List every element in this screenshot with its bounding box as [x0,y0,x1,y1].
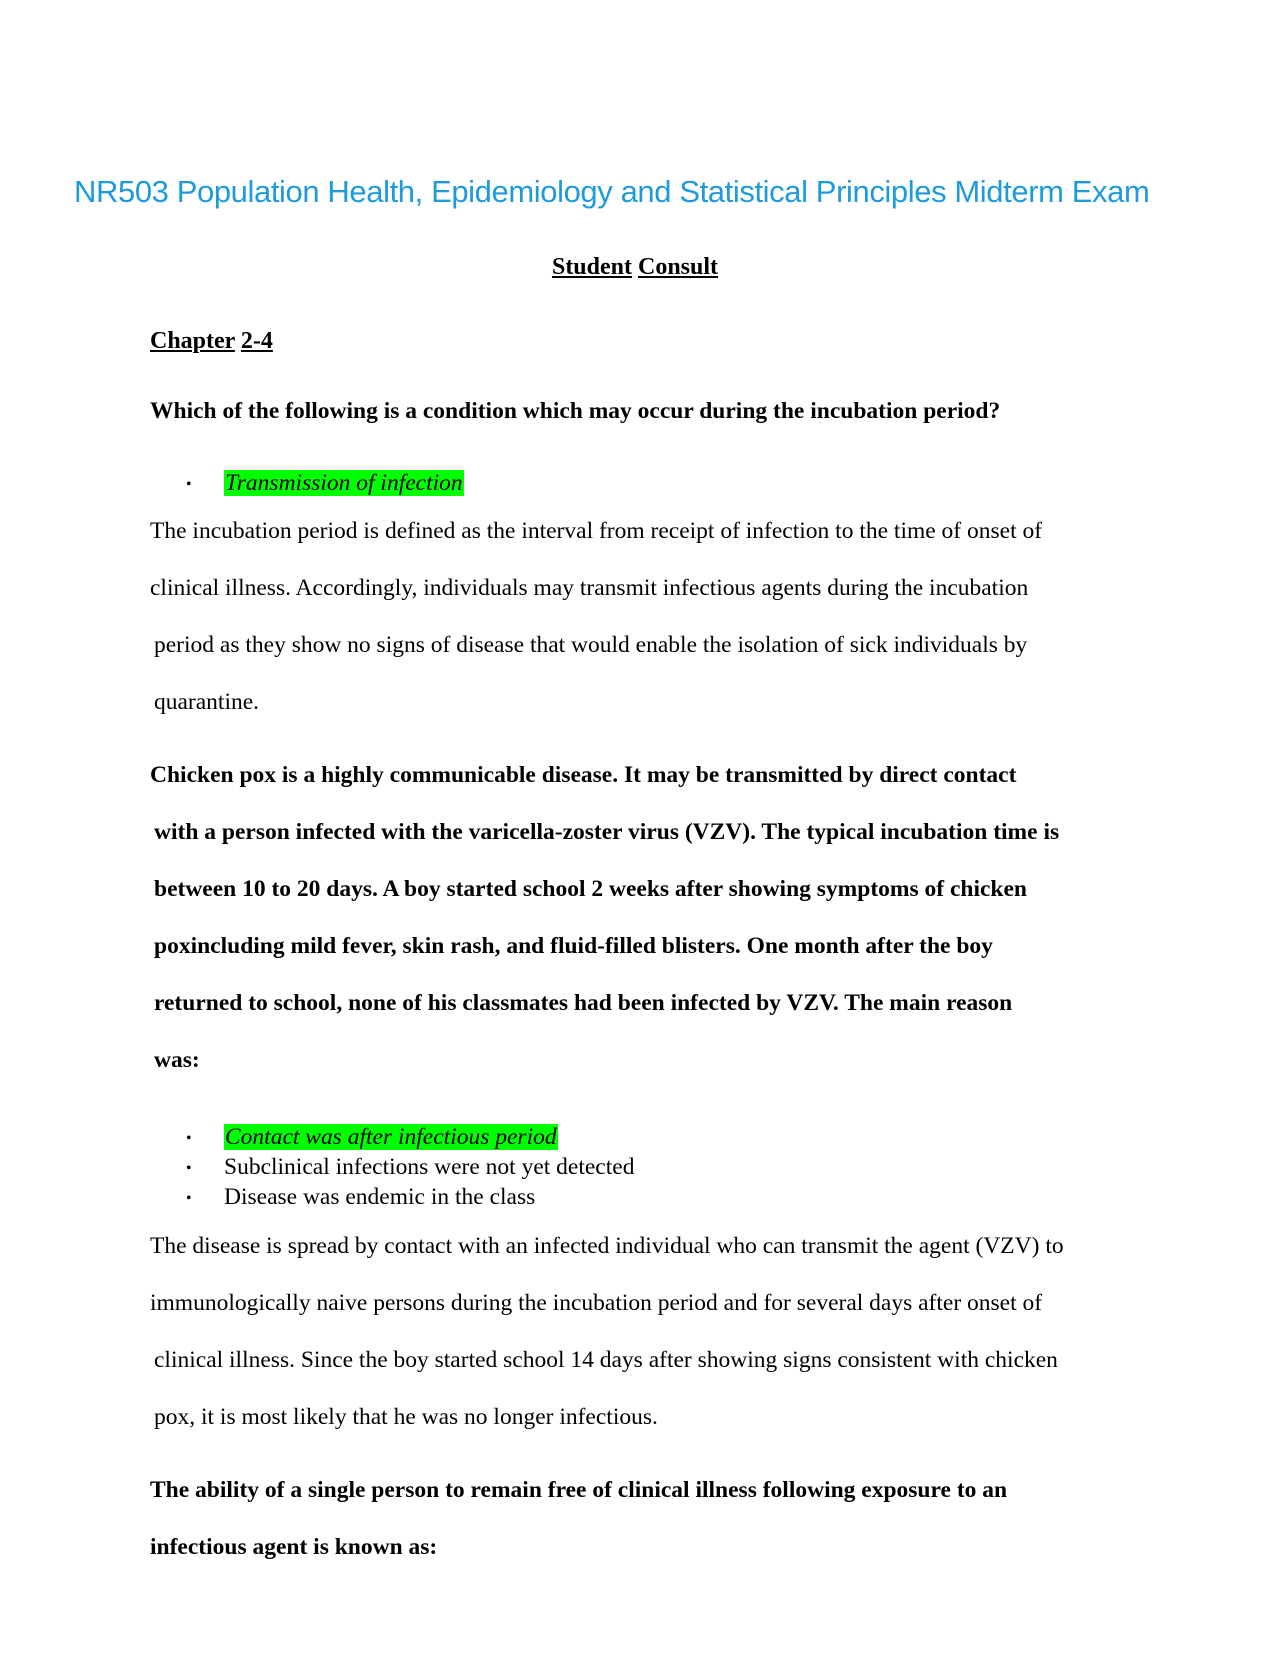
question-2-explanation-line: The disease is spread by contact with an infected individual who can transmit the agent (VZV) to [150,1233,1064,1259]
chapter-heading [150,328,273,355]
chapter-heading-word-2: 2-4 [240,328,273,354]
question-2-text-line: with a person infected with the varicella-zoster virus (VZV). The typical incubation time is [154,819,1060,845]
question-2-explanation-line: immunologically naive persons during the incubation period and for several days after onset of [150,1290,1043,1316]
question-2-text-line: between 10 to 20 days. A boy started school 2 weeks after showing symptoms of chicken [154,876,1027,902]
question-3-text-line: The ability of a single person to remain free of clinical illness following exposure to an [150,1477,1008,1503]
question-2-option-item [186,1184,535,1211]
question-2-text-line: returned to school, none of his classmates had been infected by VZV. The main reason [154,990,1013,1016]
question-1-text: Which of the following is a condition which may occur during the incubation period? [150,398,1001,424]
question-2-option: Subclinical infections were not yet detected [224,1154,635,1180]
question-2-explanation-line: clinical illness. Since the boy started school 14 days after showing signs consistent with chicken [154,1347,1058,1373]
question-2-answer-item [186,1124,558,1151]
bullet-icon: • [186,1129,192,1147]
question-2-text-line: Chicken pox is a highly communicable disease. It may be transmitted by direct contact [150,762,1017,788]
question-3-text-line: infectious agent is known as: [150,1534,438,1560]
question-1-explanation-line: period as they show no signs of disease that would enable the isolation of sick individuals by [154,632,1028,658]
bullet-icon: • [186,1189,192,1207]
question-1-explanation-line: The incubation period is defined as the interval from receipt of infection to the time of onset of [150,518,1043,544]
question-1-explanation-line: quarantine. [154,689,260,715]
question-2-option: Disease was endemic in the class [224,1184,536,1210]
section-heading [0,254,1270,281]
question-2-option-item [186,1154,634,1181]
document-title: NR503 Population Health, Epidemiology and Statistical Principles Midterm Exam [74,174,1150,209]
question-1-explanation-line: clinical illness. Accordingly, individuals may transmit infectious agents during the incubation [150,575,1029,601]
chapter-heading-word-1: Chapter [150,328,235,354]
question-2-text-line: poxincluding mild fever, skin rash, and fluid-filled blisters. One month after the boy [154,933,993,959]
bullet-icon: • [186,1159,192,1177]
section-heading-word-2: Consult [638,254,719,280]
question-1-correct-answer: Transmission of infection [225,470,463,496]
question-2-explanation-line: pox, it is most likely that he was no longer infectious. [154,1404,658,1430]
question-1-answer-item [186,470,464,497]
section-heading-word-1: Student [551,254,632,280]
question-2-text-line: was: [154,1047,200,1073]
question-2-correct-answer: Contact was after infectious period [225,1124,557,1150]
bullet-icon: • [186,475,192,493]
